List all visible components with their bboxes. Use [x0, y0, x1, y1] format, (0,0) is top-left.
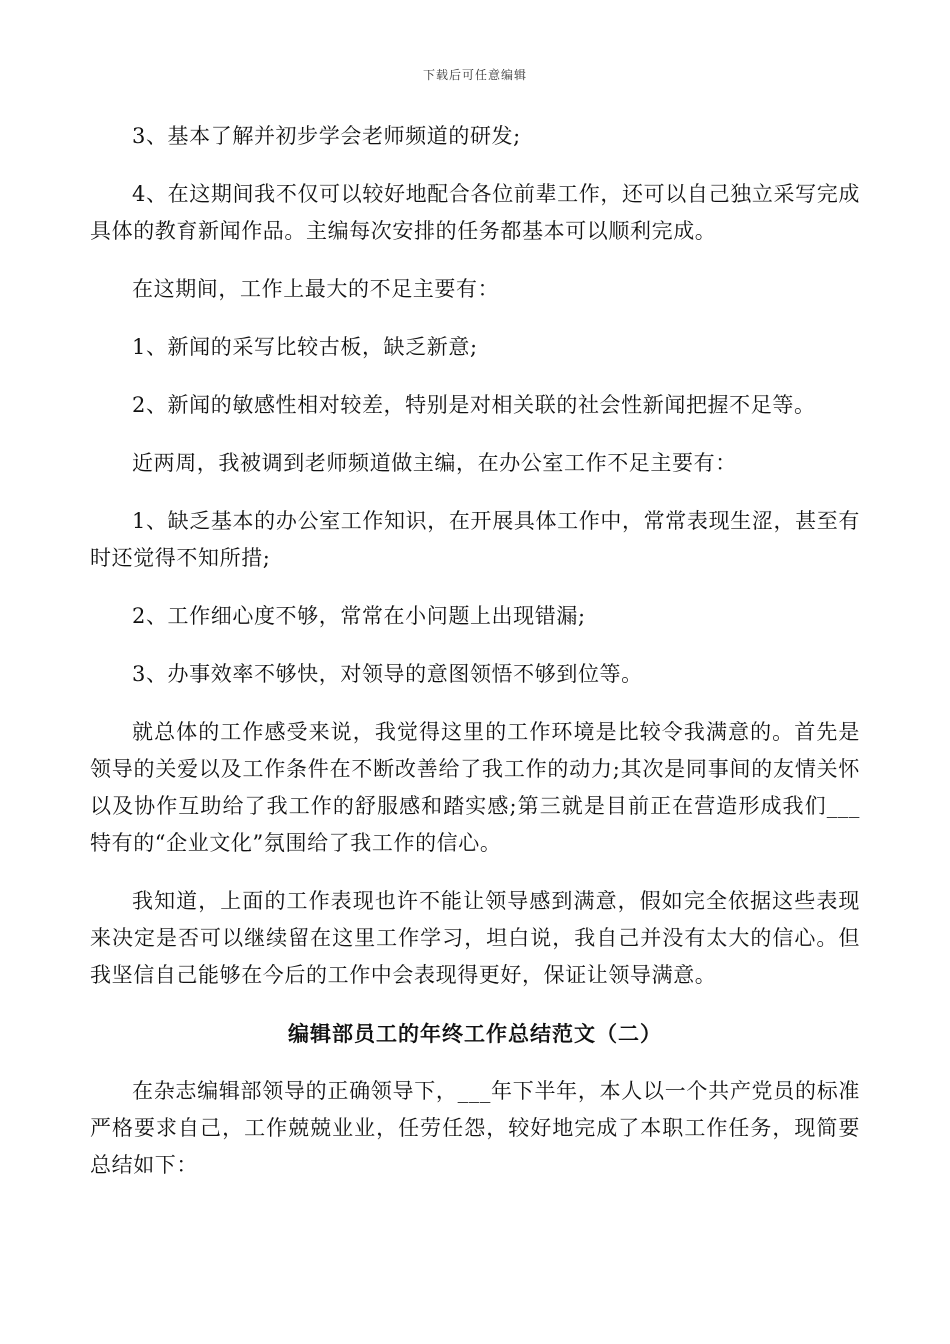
paragraph: 1、新闻的采写比较古板，缺乏新意;	[132, 335, 478, 359]
paragraph: 在这期间，工作上最大的不足主要有：	[132, 277, 500, 301]
paragraph: 3、办事效率不够快，对领导的意图领悟不够到位等。	[132, 662, 643, 686]
paragraph: 我知道，上面的工作表现也许不能让领导感到满意，假如完全依据这些表现来决定是否可以继续留在这里工作学习，坦白说，我自己并没有太大的信心。但我坚信自己能够在今后的工作中会表现得更好，保证让领导满意。	[90, 889, 860, 987]
paragraph: 2、新闻的敏感性相对较差，特别是对相关联的社会性新闻把握不足等。	[132, 393, 816, 417]
paragraph: 1、缺乏基本的办公室工作知识，在开展具体工作中，常常表现生涩，甚至有时还觉得不知所措;	[90, 509, 860, 570]
document-body	[90, 118, 860, 1205]
paragraph: 近两周，我被调到老师频道做主编，在办公室工作不足主要有：	[132, 451, 737, 475]
paragraph: 就总体的工作感受来说，我觉得这里的工作环境是比较令我满意的。首先是领导的关爱以及工作条件在不断改善给了我工作的动力;其次是同事间的友情关怀以及协作互助给了我工作的舒服感和踏实感;第三就是目前正在营造形成我们___特有的“企业文化”氛围给了我工作的信心。	[90, 720, 860, 855]
paragraph: 3、基本了解并初步学会老师频道的研发;	[132, 124, 521, 148]
section-heading: 编辑部员工的年终工作总结范文（二）	[288, 1021, 662, 1046]
paragraph: 2、工作细心度不够，常常在小问题上出现错漏;	[132, 604, 586, 628]
paragraph: 在杂志编辑部领导的正确领导下，___年下半年，本人以一个共产党员的标准严格要求自己，工作兢兢业业，任劳任怨，较好地完成了本职工作任务，现简要总结如下：	[90, 1079, 860, 1177]
paragraph: 4、在这期间我不仅可以较好地配合各位前辈工作，还可以自己独立采写完成具体的教育新闻作品。主编每次安排的任务都基本可以顺利完成。	[90, 182, 860, 243]
header-note: 下载后可任意编辑	[422, 68, 527, 82]
